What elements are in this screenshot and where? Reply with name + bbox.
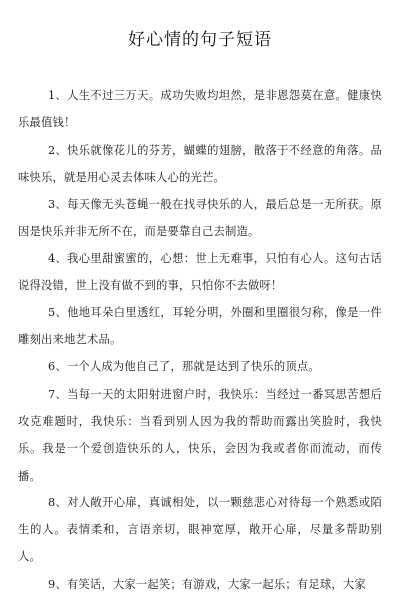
paragraph-number: 4、: [48, 252, 67, 265]
paragraph-1: [18, 82, 382, 136]
paragraph-text: 每天像无头苍蝇一般在找寻快乐的人，最后总是一无所获。原因是快乐并非无所不在，而是要靠自己去制造。: [18, 198, 382, 239]
paragraph-3: [18, 191, 382, 245]
paragraph-4: [18, 245, 382, 299]
paragraph-text: 快乐就像花儿的芬芳，蝴蝶的翅膀，散落于不经意的角落。品味快乐，就是用心灵去体味人心的光芒。: [18, 144, 382, 185]
paragraph-number: 5、: [48, 306, 67, 319]
paragraph-text: 当每一天的太阳射进窗户时，我快乐：当经过一番冥思苦想后攻克难题时，我快乐：当看到别人因为我的帮助而露出笑脸时，我快乐。我是一个爱创造快乐的人，快乐，会因为我或者你而流动，而传播。: [18, 388, 382, 483]
paragraph-9: [18, 571, 382, 598]
paragraph-text: 一个人成为他自己了，那就是达到了快乐的顶点。: [66, 360, 320, 373]
paragraph-text: 对人敞开心扉，真诚相处，以一颗慈悲心对待每一个熟悉或陌生的人。表情柔和，言语亲切，眼神宽厚，敞开心扉，尽量多帮助别人。: [18, 496, 382, 564]
paragraph-number: 1、: [48, 89, 67, 102]
paragraph-number: 8、: [48, 496, 67, 509]
paragraph-text: 他地耳朵白里透红，耳轮分明，外圈和里圈很匀称，像是一件雕刻出来地艺术品。: [18, 306, 382, 347]
paragraph-6: [18, 353, 382, 380]
paragraph-text: 有笑话，大家一起笑；有游戏，大家一起乐；有足球，大家: [66, 578, 366, 591]
document-title: 好心情的句子短语: [128, 30, 272, 50]
paragraph-text: 人生不过三万天。成功失败均坦然，是非恩怨莫在意。健康快乐最值钱！: [18, 89, 382, 130]
paragraph-number: 9、: [48, 578, 67, 591]
paragraph-5: [18, 299, 382, 353]
paragraph-7: [18, 381, 382, 490]
paragraph-2: [18, 137, 382, 191]
paragraph-number: 3、: [48, 198, 67, 211]
paragraph-number: 6、: [48, 360, 67, 373]
paragraph-text: 我心里甜蜜蜜的，心想：世上无难事，只怕有心人。这句古话说得没错，世上没有做不到的事，只怕你不去做呀！: [18, 252, 382, 293]
paragraph-8: [18, 489, 382, 571]
paragraph-number: 2、: [48, 144, 67, 157]
paragraph-number: 7、: [48, 388, 67, 401]
